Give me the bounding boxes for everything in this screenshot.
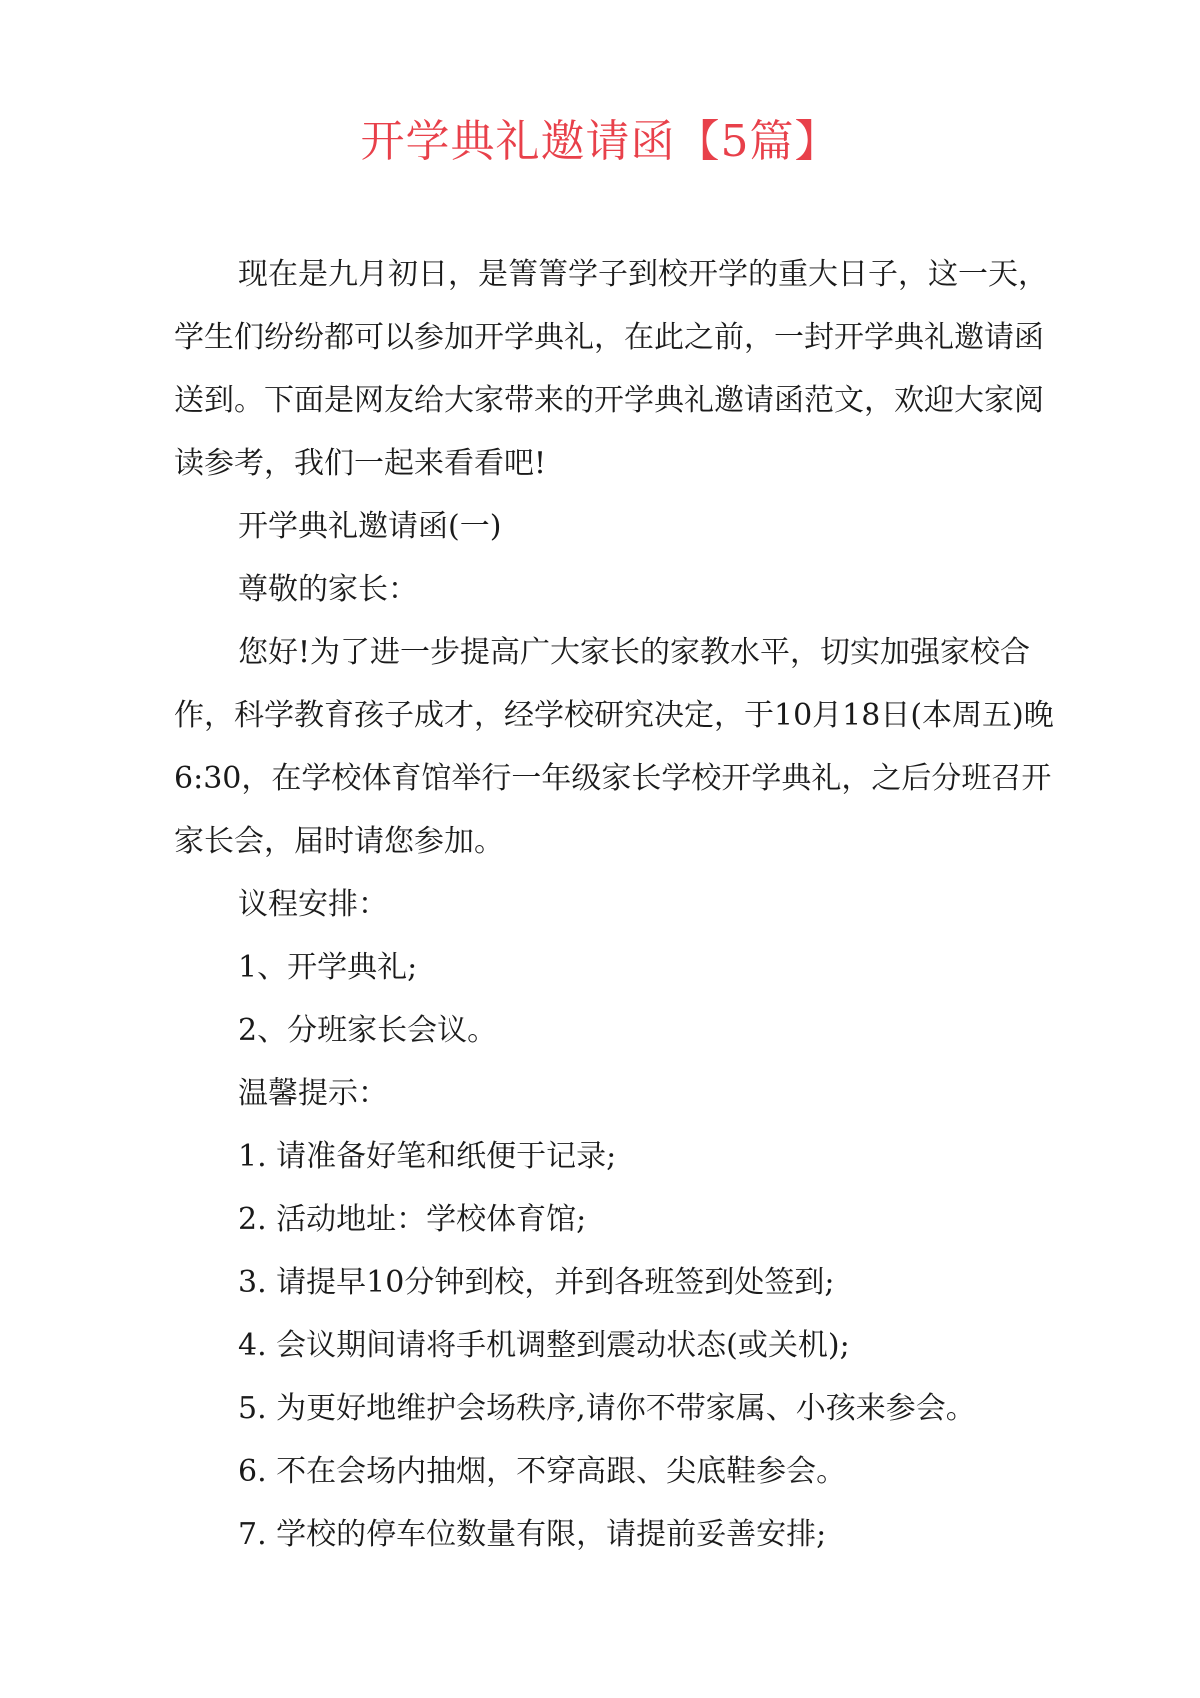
tip-item: 1. 请准备好笔和纸便于记录;: [238, 1139, 617, 1174]
body-paragraph: 您好!为了进一步提高广大家长的家教水平，切实加强家校合作，科学教育孩子成才，经学校研究决定，于10月18日(本周五)晚6:30，在学校体育馆举行一年级家长学校开学典礼，之后分班召开家长会，届时请您参加。: [174, 635, 1054, 859]
agenda-item: 1、开学典礼;: [238, 950, 418, 985]
agenda-heading: 议程安排：: [238, 887, 388, 922]
tip-item: 6. 不在会场内抽烟，不穿高跟、尖底鞋参会。: [238, 1454, 847, 1489]
tip-item: 5. 为更好地维护会场秩序,请你不带家属、小孩来参会。: [238, 1391, 976, 1426]
document-title: 开学典礼邀请函【5篇】: [360, 116, 840, 167]
document-body: [174, 243, 1054, 1566]
tip-item: 3. 请提早10分钟到校，并到各班签到处签到;: [238, 1265, 835, 1300]
tip-item: 4. 会议期间请将手机调整到震动状态(或关机);: [238, 1328, 850, 1363]
tip-item: 2. 活动地址：学校体育馆;: [238, 1202, 587, 1237]
section-heading: 开学典礼邀请函(一): [238, 509, 502, 544]
salutation: 尊敬的家长：: [238, 572, 418, 607]
tips-heading: 温馨提示：: [238, 1076, 388, 1111]
agenda-item: 2、分班家长会议。: [238, 1013, 498, 1048]
intro-paragraph: 现在是九月初日，是箐箐学子到校开学的重大日子，这一天，学生们纷纷都可以参加开学典礼，在此之前，一封开学典礼邀请函送到。下面是网友给大家带来的开学典礼邀请函范文，欢迎大家阅读参考，我们一起来看看吧!: [174, 257, 1048, 481]
tip-item: 7. 学校的停车位数量有限，请提前妥善安排;: [238, 1517, 827, 1552]
